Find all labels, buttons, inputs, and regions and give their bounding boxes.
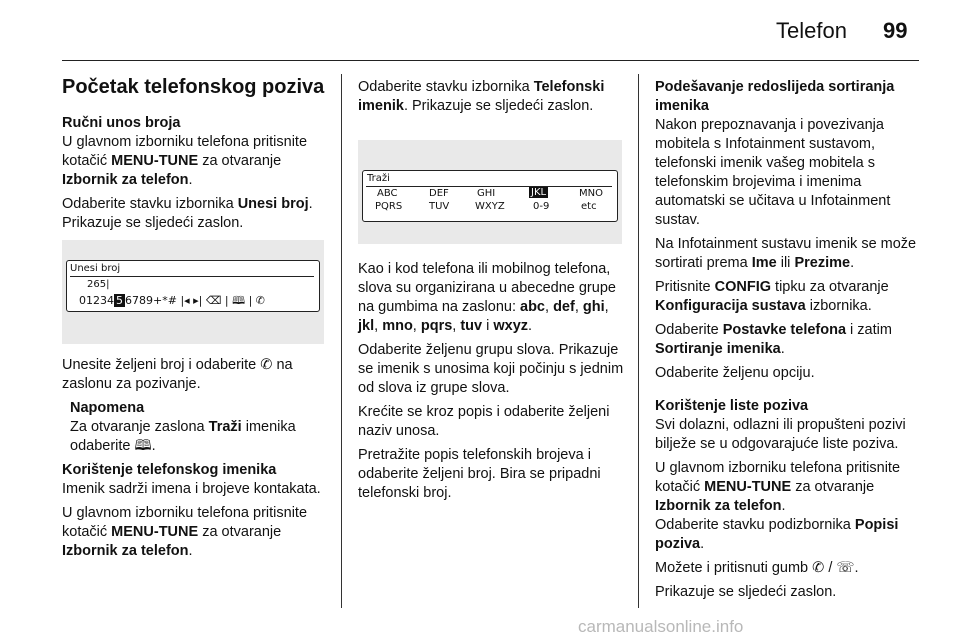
watermark: carmanualsonline.info <box>578 617 744 636</box>
note-title: Napomena <box>70 400 145 416</box>
screen-title: Unesi broj <box>70 263 121 274</box>
column-1-lower <box>62 356 324 566</box>
paragraph: Imenik sadrži imena i brojeve kontakata. <box>62 481 321 497</box>
paragraph: Prikazuje se sljedeći zaslon. <box>655 584 837 600</box>
paragraph: U glavnom izborniku telefona pritisnite kotačić MENU-TUNE za otvaranje Izbornik za telefon. <box>655 460 901 514</box>
running-header-title: Telefon <box>776 18 847 43</box>
column-divider <box>341 74 342 608</box>
letter-group-wxyz[interactable]: WXYZ <box>475 201 505 212</box>
entered-number: 265| <box>87 279 110 290</box>
screen-divider <box>366 186 612 187</box>
paragraph: U glavnom izborniku telefona pritisnite kotačić MENU-TUNE za otvaranje Izbornik za telefon. <box>62 134 308 188</box>
column-3 <box>655 78 923 607</box>
note-text: Za otvaranje zaslona Traži imenika odaberite 🕮. <box>70 419 296 454</box>
paragraph: Svi dolazni, odlazni ili propušteni pozivi bilježe se u odgovarajuće liste poziva. <box>655 417 906 452</box>
digit-row: 01234 5 6789+*# |◂ ▸| ⌫ | 🕮 | ✆ <box>79 294 266 307</box>
column-divider <box>638 74 639 608</box>
paragraph: Pretražite popis telefonskih brojeva i odaberite željeni broj. Bira se pripadni telefonski broj. <box>358 447 601 501</box>
column-2 <box>358 78 622 121</box>
heading-manual-entry: Ručni unos broja <box>62 115 181 131</box>
letter-group-mno[interactable]: MNO <box>579 188 603 199</box>
screen-image-search <box>358 140 622 244</box>
column-1 <box>62 114 324 238</box>
lcd-frame <box>66 260 320 312</box>
paragraph: Odaberite Postavke telefona i zatim Sortiranje imenika. <box>655 322 892 357</box>
paragraph: Kao i kod telefona ili mobilnog telefona, slova su organizirana u abecedne grupe na gumbima na zaslonu: abc, def, ghi, jkl, mno, pqrs, tuv i wxyz. <box>358 261 616 334</box>
letter-group-digits[interactable]: 0-9 <box>533 201 550 212</box>
paragraph: U glavnom izborniku telefona pritisnite kotačić MENU-TUNE za otvaranje Izbornik za telefon. <box>62 505 308 559</box>
lcd-frame <box>362 170 618 222</box>
paragraph: Odaberite željenu grupu slova. Prikazuje se imenik s unosima koji počinju s jednim od slova iz grupe slova. <box>358 342 624 396</box>
column-2-lower <box>358 260 624 508</box>
heading-sort-order: Podešavanje redoslijeda sortiranja imenika <box>655 79 895 114</box>
heading-call-lists: Korištenje liste poziva <box>655 398 809 414</box>
paragraph: Nakon prepoznavanja i povezivanja mobitela s Infotainment sustavom, telefonski imenik vašeg mobitela s telefonskim brojevima i imenima automatski se učitava u Infotainment sustav. <box>655 117 891 228</box>
heading-phonebook: Korištenje telefonskog imenika <box>62 462 277 478</box>
letter-group-ghi[interactable]: GHI <box>477 188 496 199</box>
paragraph: Krećite se kroz popis i odaberite željeni naziv unosa. <box>358 404 610 439</box>
paragraph: Odaberite stavku podizbornika Popisi poziva. <box>655 517 899 552</box>
letter-group-def[interactable]: DEF <box>429 188 449 199</box>
paragraph: Pritisnite CONFIG tipku za otvaranje Konfiguracija sustava izbornika. <box>655 279 889 314</box>
letter-group-jkl-selected[interactable]: JKL <box>531 187 547 198</box>
screen-image-number-entry <box>62 240 324 344</box>
section-title: Početak telefonskog poziva <box>62 76 325 98</box>
letter-group-tuv[interactable]: TUV <box>429 201 450 212</box>
screen-title: Traži <box>367 173 390 184</box>
letter-group-pqrs[interactable]: PQRS <box>375 201 403 212</box>
letter-group-etc[interactable]: etc <box>581 201 597 212</box>
paragraph: Unesite željeni broj i odaberite ✆ na zaslonu za pozivanje. <box>62 357 293 392</box>
paragraph: Odaberite stavku izbornika Telefonski imenik. Prikazuje se sljedeći zaslon. <box>358 79 605 114</box>
paragraph: Na Infotainment sustavu imenik se može sortirati prema Ime ili Prezime. <box>655 236 917 271</box>
paragraph: Odaberite stavku izbornika Unesi broj. Prikazuje se sljedeći zaslon. <box>62 196 313 231</box>
paragraph: Možete i pritisnuti gumb ✆ / ☏. <box>655 560 859 576</box>
note-box <box>62 399 324 456</box>
screen-divider <box>70 276 314 277</box>
header-rule <box>62 60 919 61</box>
page-number: 99 <box>883 18 908 43</box>
paragraph: Odaberite željenu opciju. <box>655 365 815 381</box>
letter-group-abc[interactable]: ABC <box>377 188 398 199</box>
selected-digit: 5 <box>116 294 123 307</box>
